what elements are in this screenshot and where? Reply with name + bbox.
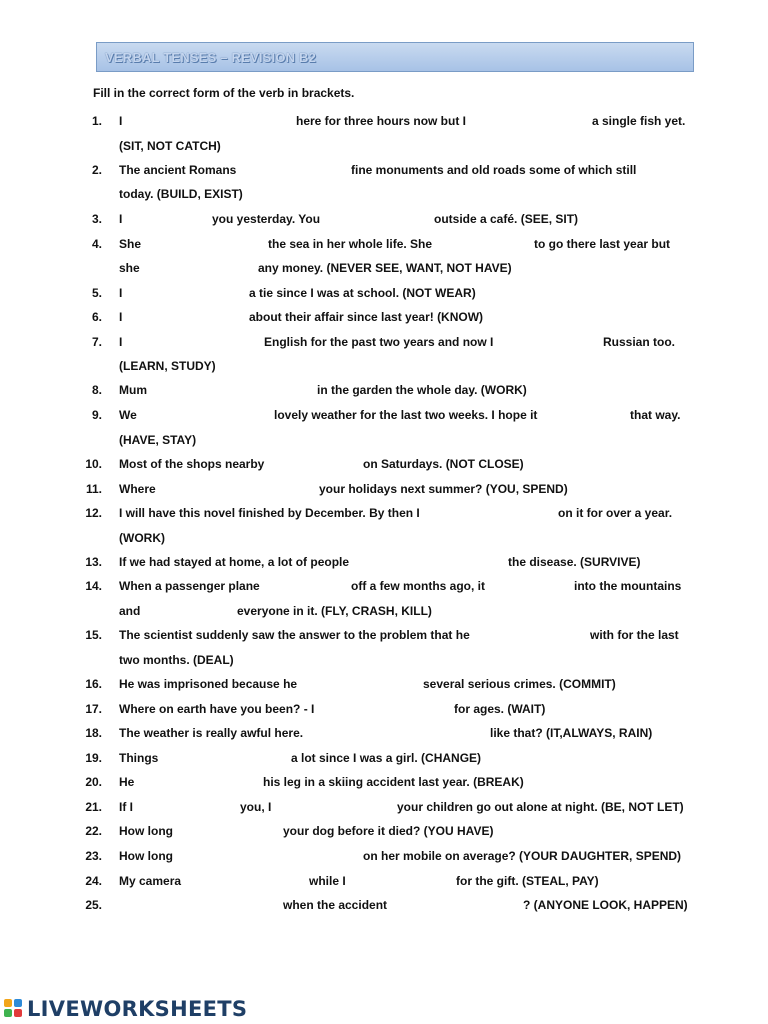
item-text: ? (ANYONE LOOK, HAPPEN) xyxy=(523,898,688,912)
item-text: (LEARN, STUDY) xyxy=(119,359,216,373)
item-number: 8. xyxy=(91,383,102,397)
item-text: for ages. (WAIT) xyxy=(454,702,546,716)
item-number: 23. xyxy=(85,849,102,863)
item-text: If I xyxy=(119,800,133,814)
item-text: I xyxy=(119,310,123,324)
item-text: She xyxy=(119,237,142,251)
item-number: 14. xyxy=(85,579,102,593)
item-number: 21. xyxy=(85,800,102,814)
item-text: in the garden the whole day. (WORK) xyxy=(317,383,527,397)
item-number: 19. xyxy=(85,751,102,765)
item-number: 2. xyxy=(91,163,102,177)
item-text: When a passenger plane xyxy=(119,579,260,593)
title-banner xyxy=(96,42,694,72)
item-text: any money. (NEVER SEE, WANT, NOT HAVE) xyxy=(258,261,512,275)
item-number: 12. xyxy=(85,506,102,520)
item-number: 7. xyxy=(91,335,102,349)
item-number: 16. xyxy=(85,677,102,691)
item-text: My camera xyxy=(119,874,182,888)
item-number: 11. xyxy=(85,482,102,496)
item-number: 6. xyxy=(91,310,102,324)
item-text: she xyxy=(119,261,140,275)
item-text: I xyxy=(119,114,123,128)
item-text: I xyxy=(119,212,123,226)
item-text: your children go out alone at night. (BE, NOT LET) xyxy=(397,800,684,814)
item-text: outside a café. (SEE, SIT) xyxy=(434,212,579,226)
item-text: Russian too. xyxy=(603,335,676,349)
item-text: He was imprisoned because he xyxy=(119,677,298,691)
item-number: 10. xyxy=(85,457,102,471)
item-number: 15. xyxy=(85,628,102,642)
item-text: If we had stayed at home, a lot of people xyxy=(119,555,350,569)
item-text: (WORK) xyxy=(119,531,165,545)
item-text: the disease. (SURVIVE) xyxy=(508,555,641,569)
item-text: How long xyxy=(119,849,173,863)
item-text: English for the past two years and now I xyxy=(264,335,494,349)
item-text: on it for over a year. xyxy=(558,506,673,520)
item-text: you yesterday. You xyxy=(212,212,321,226)
item-text: while I xyxy=(309,874,346,888)
item-text: a single fish yet. xyxy=(592,114,686,128)
item-text: How long xyxy=(119,824,173,838)
footer-brand[interactable] xyxy=(4,995,247,1023)
item-text: on her mobile on average? (YOUR DAUGHTER, SPEND) xyxy=(363,849,682,863)
item-number: 22. xyxy=(85,824,102,838)
item-number: 3. xyxy=(91,212,102,226)
item-text: like that? (IT,ALWAYS, RAIN) xyxy=(490,726,653,740)
item-text: He xyxy=(119,775,135,789)
item-text: lovely weather for the last two weeks. I hope it xyxy=(274,408,538,422)
item-text: today. (BUILD, EXIST) xyxy=(119,187,243,201)
item-text: about their affair since last year! (KNOW) xyxy=(249,310,484,324)
item-number: 4. xyxy=(91,237,102,251)
item-text: (SIT, NOT CATCH) xyxy=(119,139,221,153)
item-number: 20. xyxy=(85,775,102,789)
item-text: several serious crimes. (COMMIT) xyxy=(423,677,616,691)
liveworksheets-logo-icon xyxy=(4,999,24,1019)
item-number: 25. xyxy=(85,898,102,912)
item-text: into the mountains xyxy=(574,579,682,593)
item-number: 24. xyxy=(85,874,102,888)
item-text: the sea in her whole life. She xyxy=(268,237,433,251)
item-number: 1. xyxy=(91,114,102,128)
item-text: everyone in it. (FLY, CRASH, KILL) xyxy=(237,604,432,618)
item-text: I xyxy=(119,286,123,300)
item-text: for the gift. (STEAL, PAY) xyxy=(456,874,599,888)
item-number: 17. xyxy=(85,702,102,716)
item-text: Most of the shops nearby xyxy=(119,457,265,471)
item-text: Mum xyxy=(119,383,147,397)
item-text: his leg in a skiing accident last year. (BREAK) xyxy=(263,775,524,789)
item-text: The scientist suddenly saw the answer to the problem that he xyxy=(119,628,470,642)
item-text: with for the last xyxy=(590,628,679,642)
item-number: 13. xyxy=(85,555,102,569)
item-text: I will have this novel finished by December. By then I xyxy=(119,506,420,520)
item-number: 18. xyxy=(85,726,102,740)
item-text: when the accident xyxy=(283,898,388,912)
item-text: two months. (DEAL) xyxy=(119,653,234,667)
item-text: Things xyxy=(119,751,159,765)
item-text: your holidays next summer? (YOU, SPEND) xyxy=(319,482,568,496)
item-text: We xyxy=(119,408,137,422)
item-text: fine monuments and old roads some of which still xyxy=(351,163,637,177)
item-text: here for three hours now but I xyxy=(296,114,467,128)
item-number: 9. xyxy=(91,408,102,422)
item-text: The ancient Romans xyxy=(119,163,237,177)
item-text: off a few months ago, it xyxy=(351,579,485,593)
item-text: to go there last year but xyxy=(534,237,671,251)
item-text: you, I xyxy=(240,800,272,814)
item-text: that way. xyxy=(630,408,681,422)
item-text: The weather is really awful here. xyxy=(119,726,304,740)
item-text: and xyxy=(119,604,141,618)
item-text: Where on earth have you been? - I xyxy=(119,702,315,716)
item-number: 5. xyxy=(91,286,102,300)
page-title: VERBAL TENSES – REVISION B2 xyxy=(105,50,317,65)
item-text: your dog before it died? (YOU HAVE) xyxy=(283,824,494,838)
item-text: a lot since I was a girl. (CHANGE) xyxy=(291,751,482,765)
item-text: I xyxy=(119,335,123,349)
item-text: (HAVE, STAY) xyxy=(119,433,197,447)
item-text: a tie since I was at school. (NOT WEAR) xyxy=(249,286,476,300)
item-text: on Saturdays. (NOT CLOSE) xyxy=(363,457,524,471)
item-text: Where xyxy=(119,482,156,496)
brand-name: LIVEWORKSHEETS xyxy=(27,997,248,1021)
instruction-text: Fill in the correct form of the verb in brackets. xyxy=(93,86,355,100)
